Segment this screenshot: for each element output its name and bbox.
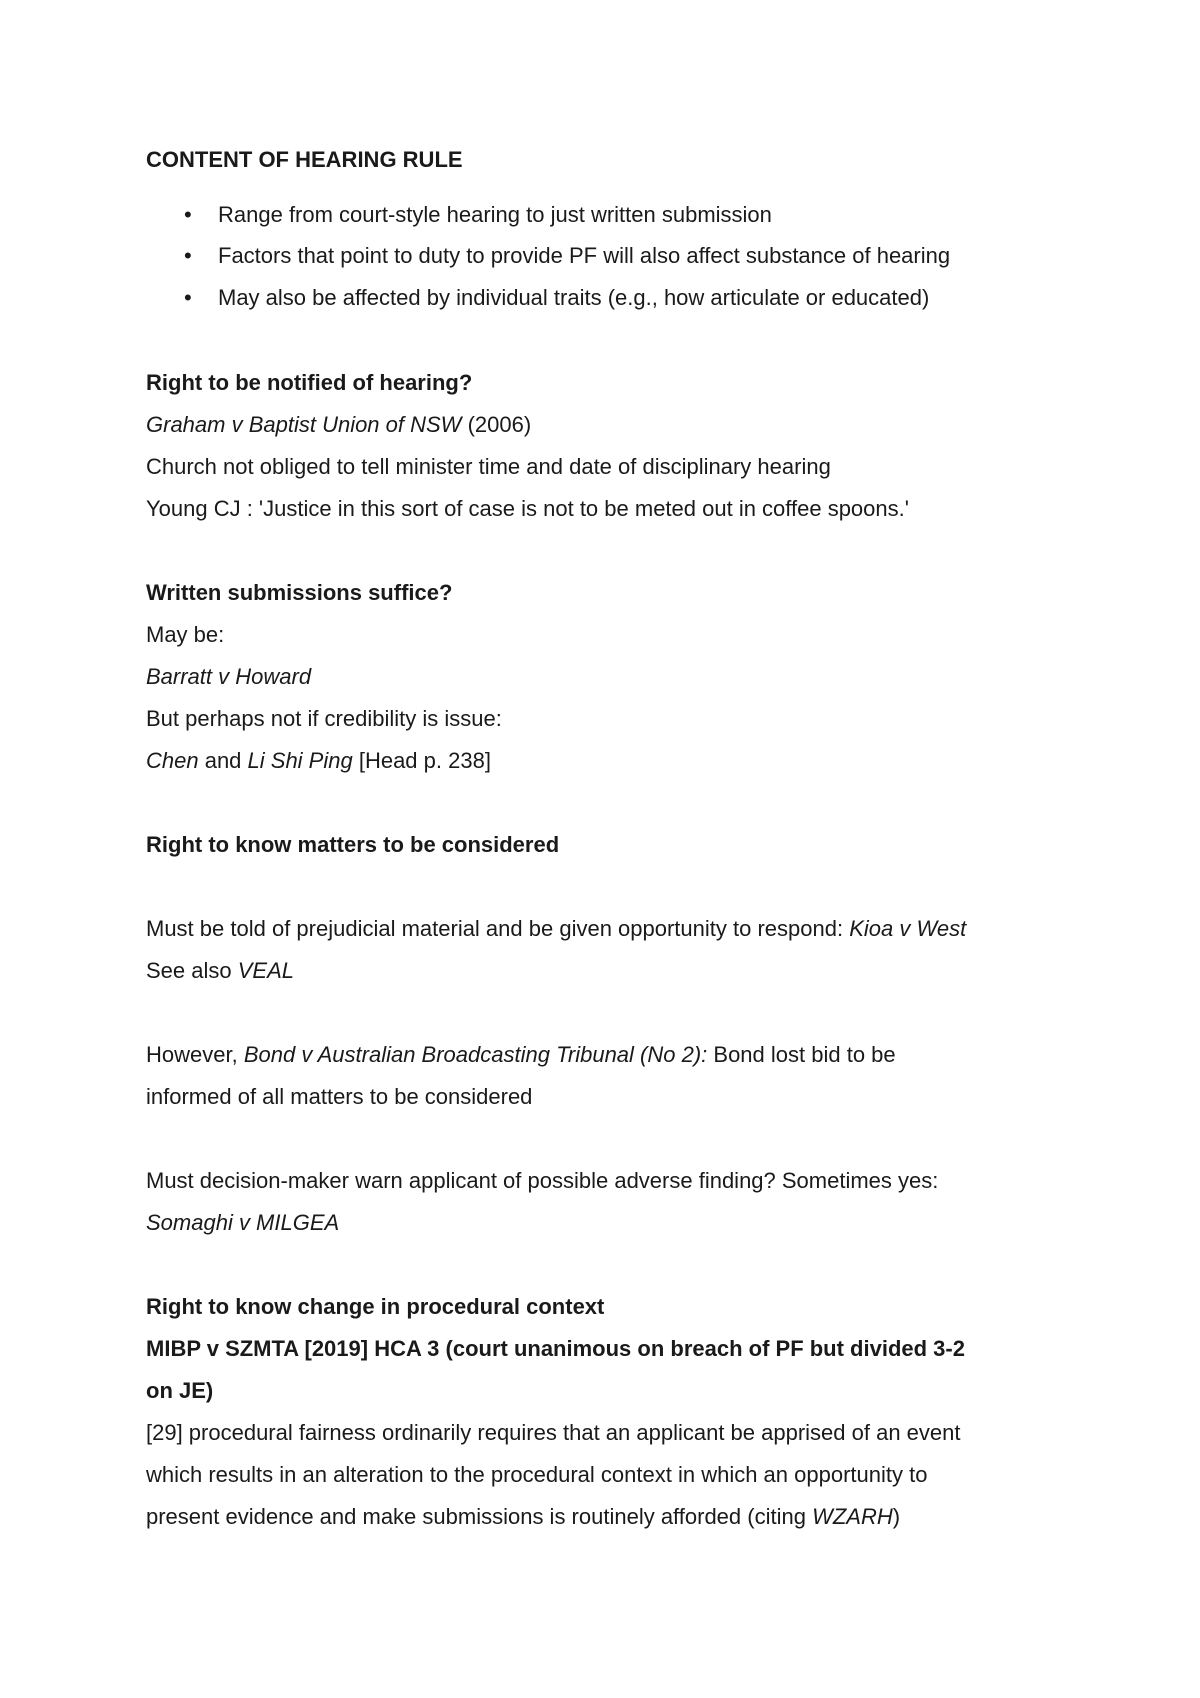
quote-line: Young CJ : 'Justice in this sort of case is not to be meted out in coffee spoons.' — [146, 496, 909, 521]
paragraph-text: ) — [892, 1504, 901, 1529]
list-item — [146, 241, 1086, 271]
paragraph-line: [29] procedural fairness ordinarily requires that an applicant be apprised of an event — [146, 1420, 961, 1445]
bullet-icon: • — [184, 285, 192, 310]
case-name: Barratt v Howard — [146, 664, 312, 689]
paragraph-line: informed of all matters to be considered — [146, 1084, 533, 1109]
case-name: VEAL — [237, 958, 294, 983]
paragraph-line — [146, 914, 966, 944]
case-citation — [146, 662, 311, 692]
case-name: Somaghi v MILGEA — [146, 1210, 340, 1235]
case-subheading: on JE) — [146, 1378, 214, 1403]
section-heading-procedural: Right to know change in procedural context — [146, 1294, 605, 1319]
paragraph-line: May be: — [146, 622, 225, 647]
paragraph-line — [146, 956, 294, 986]
case-name: Chen — [146, 748, 199, 773]
paragraph-line: But perhaps not if credibility is issue: — [146, 706, 502, 731]
list-item — [146, 283, 1086, 313]
case-citation — [146, 746, 491, 776]
reference-text: [Head p. 238] — [352, 748, 491, 773]
bullet-icon: • — [184, 243, 192, 268]
paragraph-text: See also — [146, 958, 238, 983]
paragraph-line: Must decision-maker warn applicant of possible adverse finding? Sometimes yes: — [146, 1168, 939, 1193]
case-year: (2006) — [461, 412, 532, 437]
case-name: Li Shi Ping — [247, 748, 353, 773]
case-name: WZARH — [812, 1504, 893, 1529]
document-title: CONTENT OF HEARING RULE — [146, 147, 463, 172]
paragraph-line — [146, 1502, 900, 1532]
case-citation — [146, 1208, 339, 1238]
bullet-icon: • — [184, 202, 192, 227]
paragraph-text: Bond lost bid to be — [707, 1042, 896, 1067]
bullet-text: Range from court-style hearing to just written submission — [218, 202, 772, 227]
paragraph-text: present evidence and make submissions is routinely afforded (citing — [146, 1504, 813, 1529]
paragraph-text: However, — [146, 1042, 244, 1067]
list-item — [146, 200, 1086, 230]
paragraph-line: Church not obliged to tell minister time and date of disciplinary hearing — [146, 454, 831, 479]
case-name: Bond v Australian Broadcasting Tribunal (No 2): — [243, 1042, 708, 1067]
section-heading-notified: Right to be notified of hearing? — [146, 370, 473, 395]
case-name: Kioa v West — [849, 916, 967, 941]
case-citation — [146, 410, 531, 440]
case-subheading: MIBP v SZMTA [2019] HCA 3 (court unanimous on breach of PF but divided 3-2 — [146, 1336, 965, 1361]
section-heading-written: Written submissions suffice? — [146, 580, 453, 605]
case-name: Graham v Baptist Union of NSW — [146, 412, 462, 437]
paragraph-line — [146, 1040, 896, 1070]
bullet-text: May also be affected by individual traits (e.g., how articulate or educated) — [218, 285, 930, 310]
conjunction-text: and — [198, 748, 248, 773]
paragraph-text: Must be told of prejudicial material and be given opportunity to respond: — [146, 916, 850, 941]
paragraph-line: which results in an alteration to the procedural context in which an opportunity to — [146, 1462, 928, 1487]
bullet-text: Factors that point to duty to provide PF will also affect substance of hearing — [218, 243, 951, 268]
section-heading-matters: Right to know matters to be considered — [146, 832, 560, 857]
